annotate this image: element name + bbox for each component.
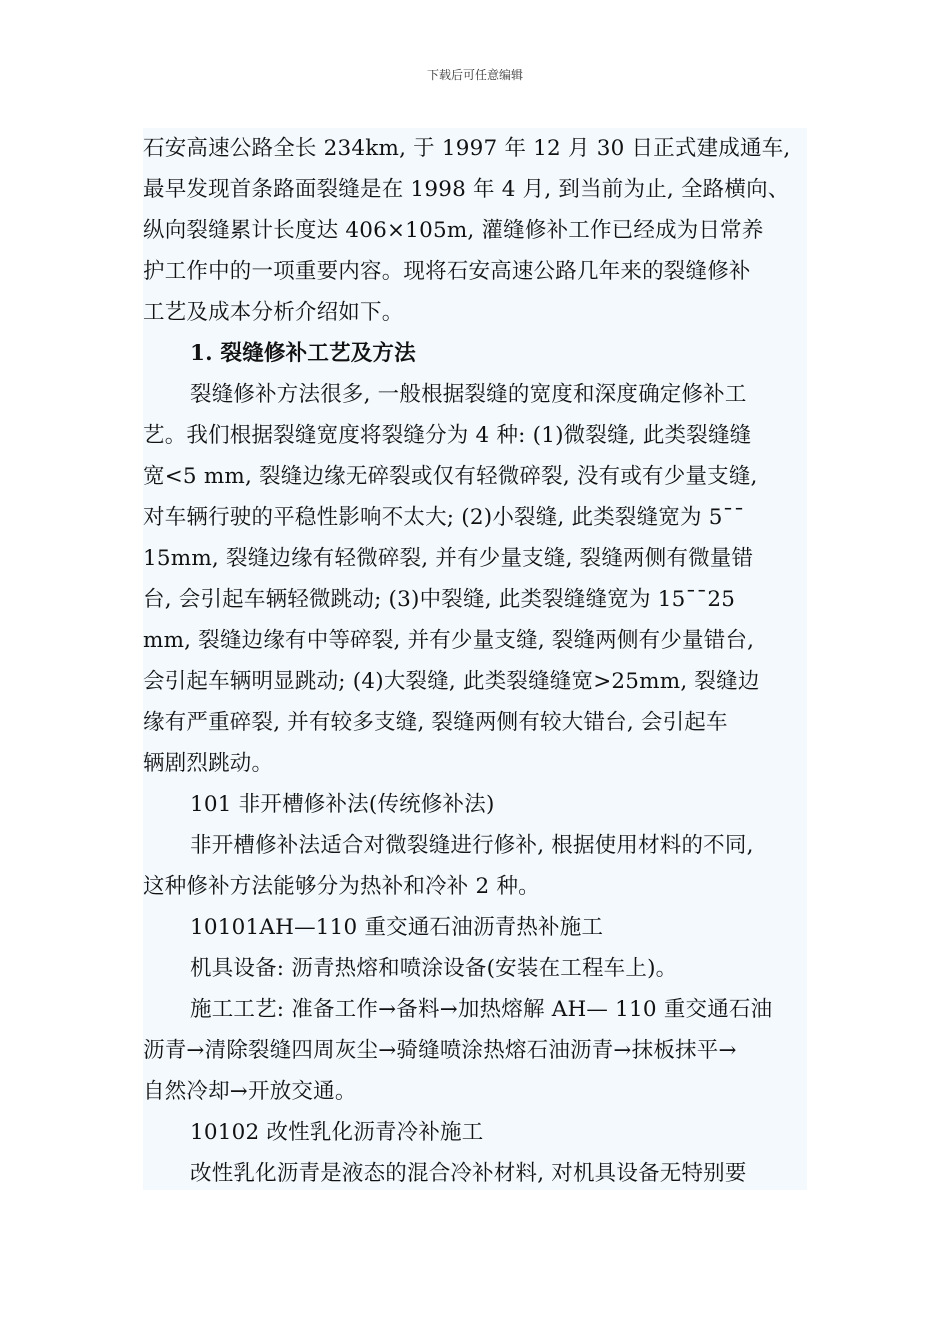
text-line: 非开槽修补法适合对微裂缝进行修补, 根据使用材料的不同, [190, 833, 754, 858]
page-header: 下载后可任意编辑 [426, 68, 523, 82]
text-line: 艺。我们根据裂缝宽度将裂缝分为 4 种: (1)微裂缝, 此类裂缝缝 [143, 423, 752, 448]
text-line: 自然冷却→开放交通。 [143, 1079, 357, 1104]
text-line: 台, 会引起车辆轻微跳动; (3)中裂缝, 此类裂缝缝宽为 15¯¯25 [143, 587, 736, 612]
text-line: 机具设备: 沥青热熔和喷涂设备(安装在工程车上)。 [190, 956, 678, 981]
text-line: 沥青→清除裂缝四周灰尘→骑缝喷涂热熔石油沥青→抹板抹平→ [143, 1038, 737, 1063]
text-line: 纵向裂缝累计长度达 406×105m, 灌缝修补工作已经成为日常养 [143, 218, 764, 243]
text-line: 会引起车辆明显跳动; (4)大裂缝, 此类裂缝缝宽>25mm, 裂缝边 [143, 669, 760, 694]
text-line: 改性乳化沥青是液态的混合冷补材料, 对机具设备无特别要 [190, 1161, 747, 1186]
subsection-heading: 10102 改性乳化沥青冷补施工 [190, 1120, 484, 1145]
text-line: 辆剧烈跳动。 [143, 751, 274, 776]
text-line: 施工工艺: 准备工作→备料→加热熔解 AH— 110 重交通石油 [190, 997, 773, 1022]
subsection-heading: 101 非开槽修补法(传统修补法) [190, 792, 495, 817]
text-line: 裂缝修补方法很多, 一般根据裂缝的宽度和深度确定修补工 [190, 382, 747, 407]
text-line: 这种修补方法能够分为热补和冷补 2 种。 [143, 874, 540, 899]
text-line: 宽<5 mm, 裂缝边缘无碎裂或仅有轻微碎裂, 没有或有少量支缝, [143, 464, 758, 489]
section-heading: 1. 裂缝修补工艺及方法 [190, 341, 416, 366]
text-line: 护工作中的一项重要内容。现将石安高速公路几年来的裂缝修补 [143, 259, 751, 284]
text-line: 石安高速公路全长 234km, 于 1997 年 12 月 30 日正式建成通车, [143, 136, 791, 161]
text-line: 对车辆行驶的平稳性影响不太大; (2)小裂缝, 此类裂缝宽为 5¯¯ [143, 505, 745, 530]
text-line: mm, 裂缝边缘有中等碎裂, 并有少量支缝, 裂缝两侧有少量错台, [143, 628, 755, 653]
text-line: 最早发现首条路面裂缝是在 1998 年 4 月, 到当前为止, 全路横向、 [143, 177, 790, 202]
text-line: 15mm, 裂缝边缘有轻微碎裂, 并有少量支缝, 裂缝两侧有微量错 [143, 546, 754, 571]
subsection-heading: 10101AH—110 重交通石油沥青热补施工 [190, 915, 604, 940]
text-line: 工艺及成本分析介绍如下。 [143, 300, 404, 325]
text-line: 缘有严重碎裂, 并有较多支缝, 裂缝两侧有较大错台, 会引起车 [143, 710, 728, 735]
document-body [143, 128, 807, 1190]
